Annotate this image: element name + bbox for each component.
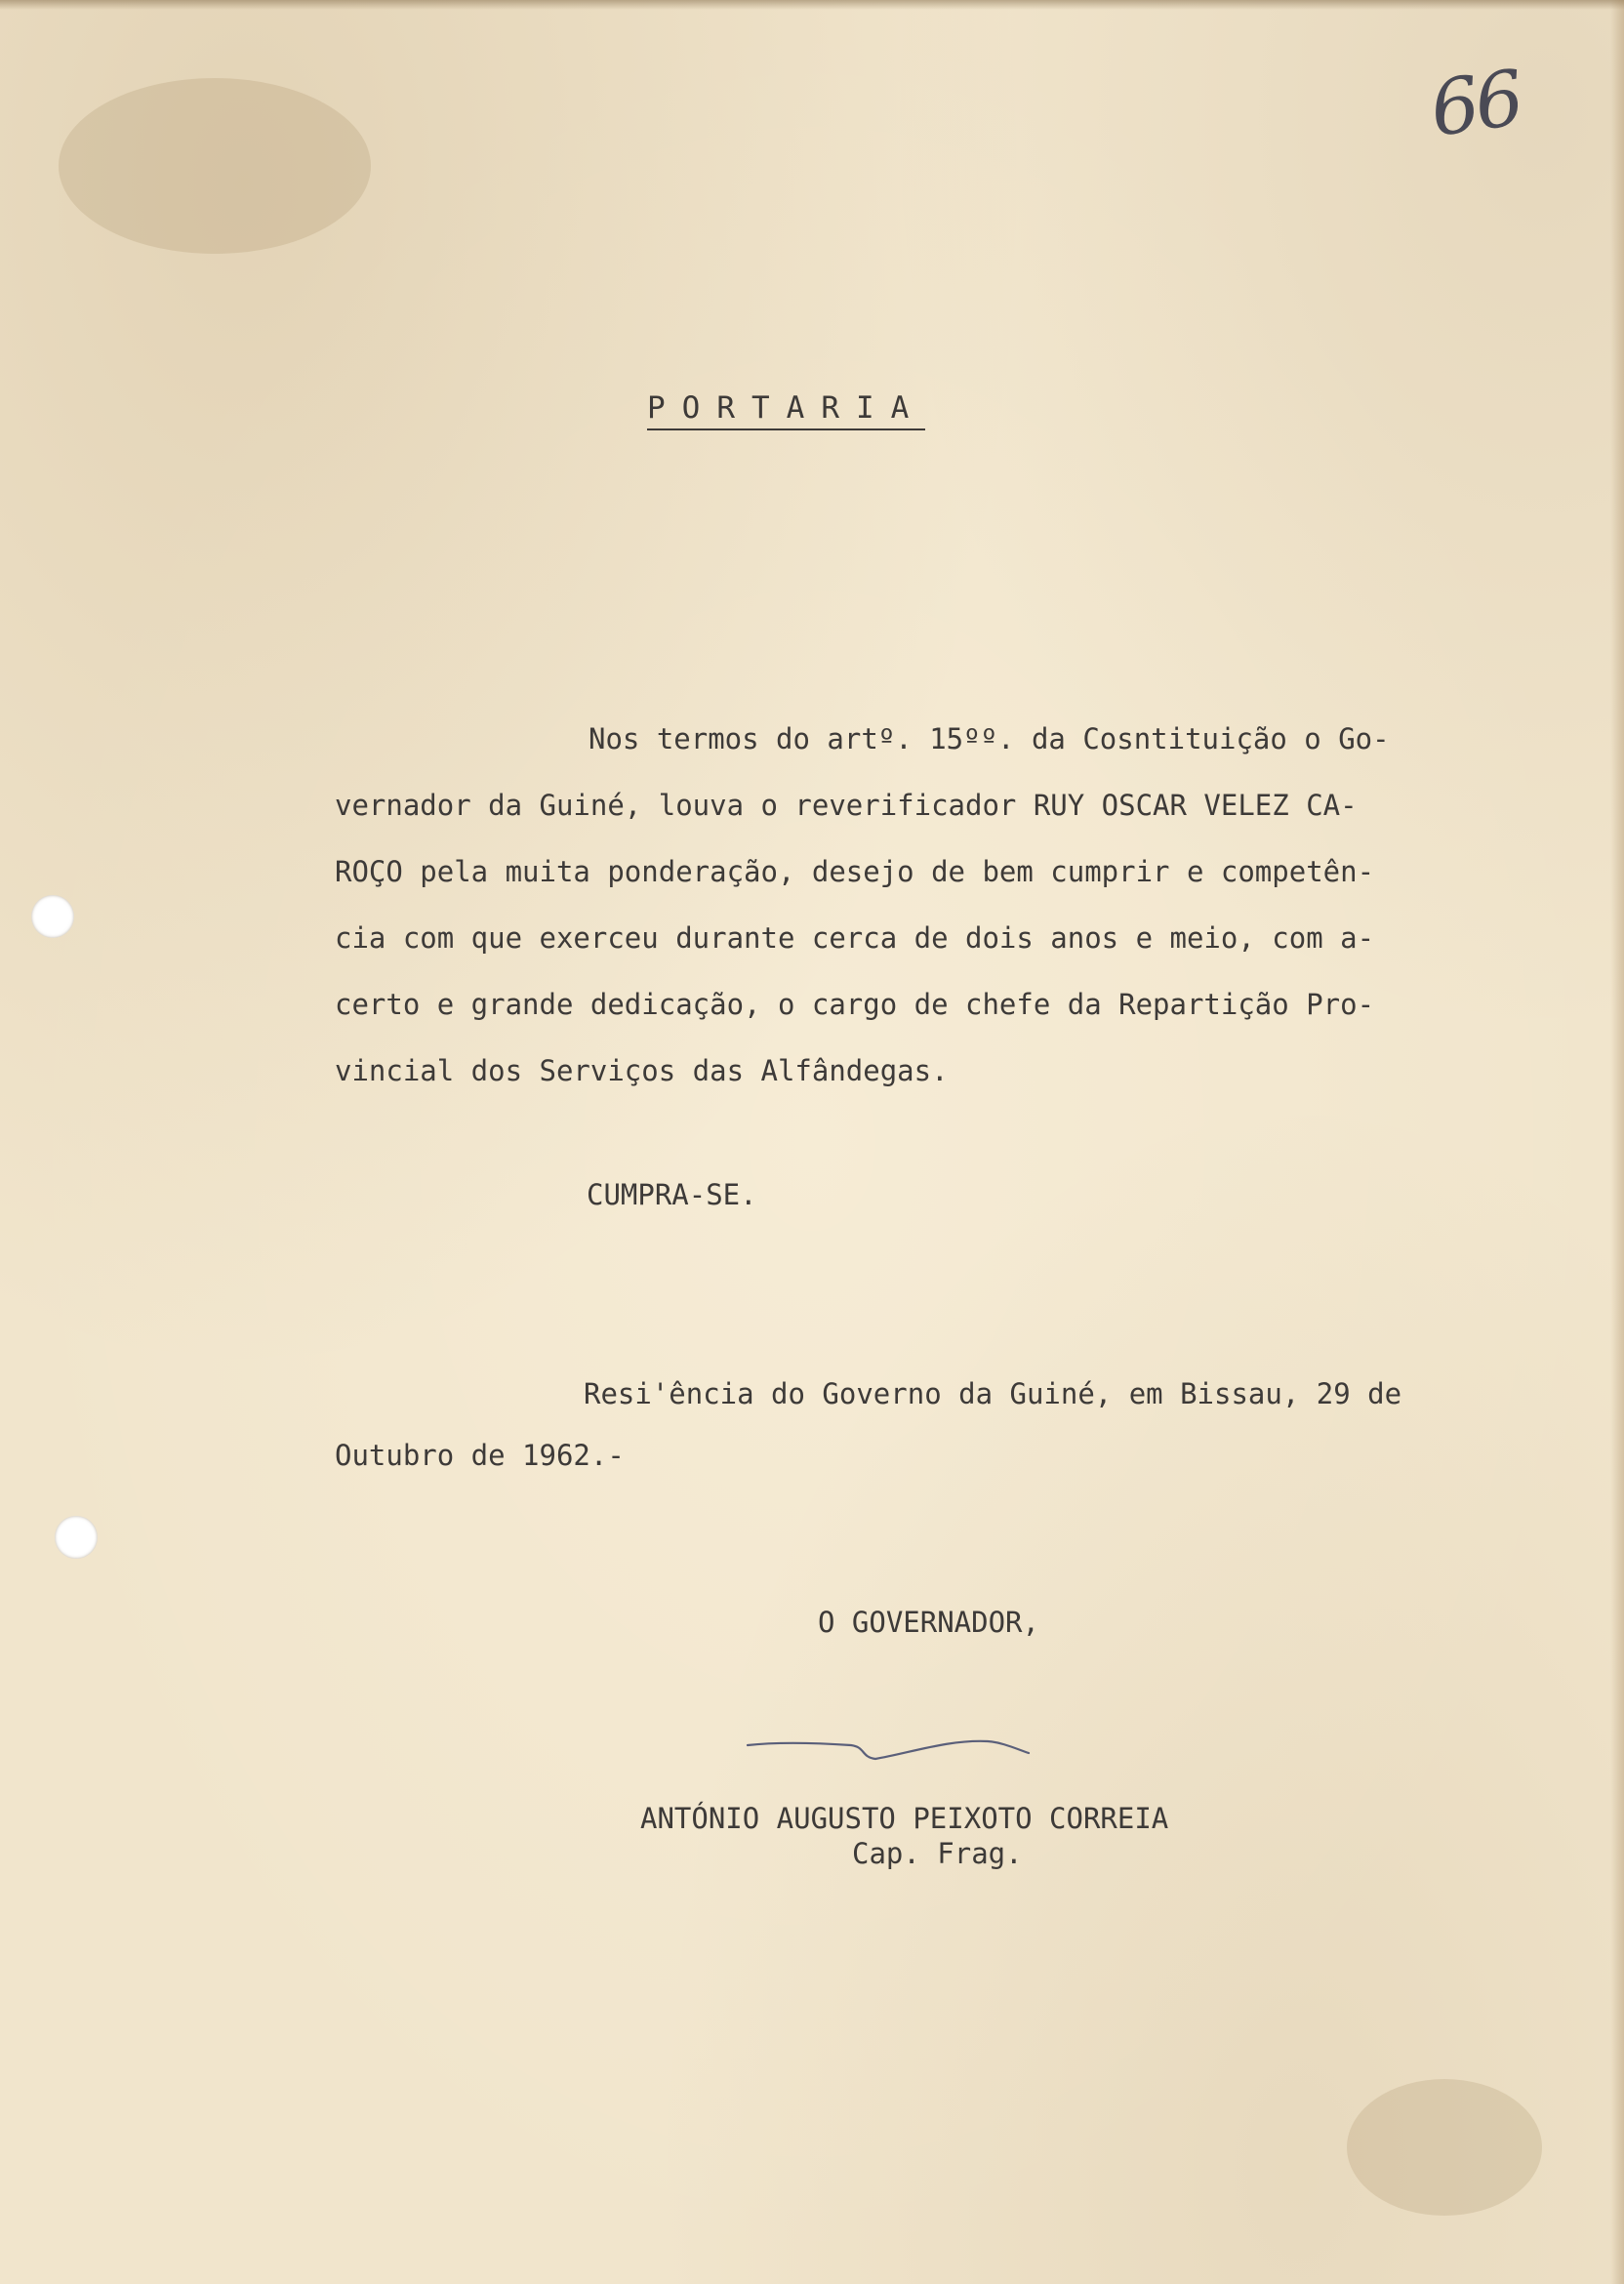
paragraph-line: Nos termos do artº. 15ºº. da Cosntituição o Go- bbox=[589, 722, 1390, 755]
handwritten-page-number: 66 bbox=[1425, 55, 1526, 154]
signatory-rank: Cap. Frag. bbox=[852, 1837, 1023, 1870]
handwritten-signature-stroke bbox=[744, 1732, 1036, 1771]
place-date-line: Resi'ência do Governo da Guiné, em Bissau, 29 de bbox=[584, 1377, 1402, 1410]
paragraph-line: ROÇO pela muita ponderação, desejo de bem cumprir e competên- bbox=[335, 855, 1375, 888]
age-stain bbox=[59, 78, 371, 254]
paragraph-line: vernador da Guiné, louva o reverificador RUY OSCAR VELEZ CA- bbox=[335, 789, 1358, 822]
cumpra-se-clause: CUMPRA-SE. bbox=[587, 1178, 757, 1211]
paper-edge-right bbox=[1610, 0, 1624, 2284]
age-stain bbox=[1347, 2079, 1542, 2216]
paragraph-line: cia com que exerceu durante cerca de dois anos e meio, com a- bbox=[335, 921, 1375, 955]
paragraph-line: vincial dos Serviços das Alfândegas. bbox=[335, 1054, 949, 1087]
signatory-name: ANTÓNIO AUGUSTO PEIXOTO CORREIA bbox=[640, 1802, 1169, 1835]
paragraph-line: certo e grande dedicação, o cargo de chefe da Repartição Pro- bbox=[335, 988, 1375, 1021]
place-date-line: Outubro de 1962.- bbox=[335, 1439, 625, 1472]
punch-hole-upper bbox=[31, 895, 74, 938]
paper-edge-top bbox=[0, 0, 1624, 10]
document-title: PORTARIA bbox=[647, 390, 925, 430]
punch-hole-lower bbox=[55, 1516, 98, 1559]
closing-title: O GOVERNADOR, bbox=[818, 1606, 1039, 1639]
